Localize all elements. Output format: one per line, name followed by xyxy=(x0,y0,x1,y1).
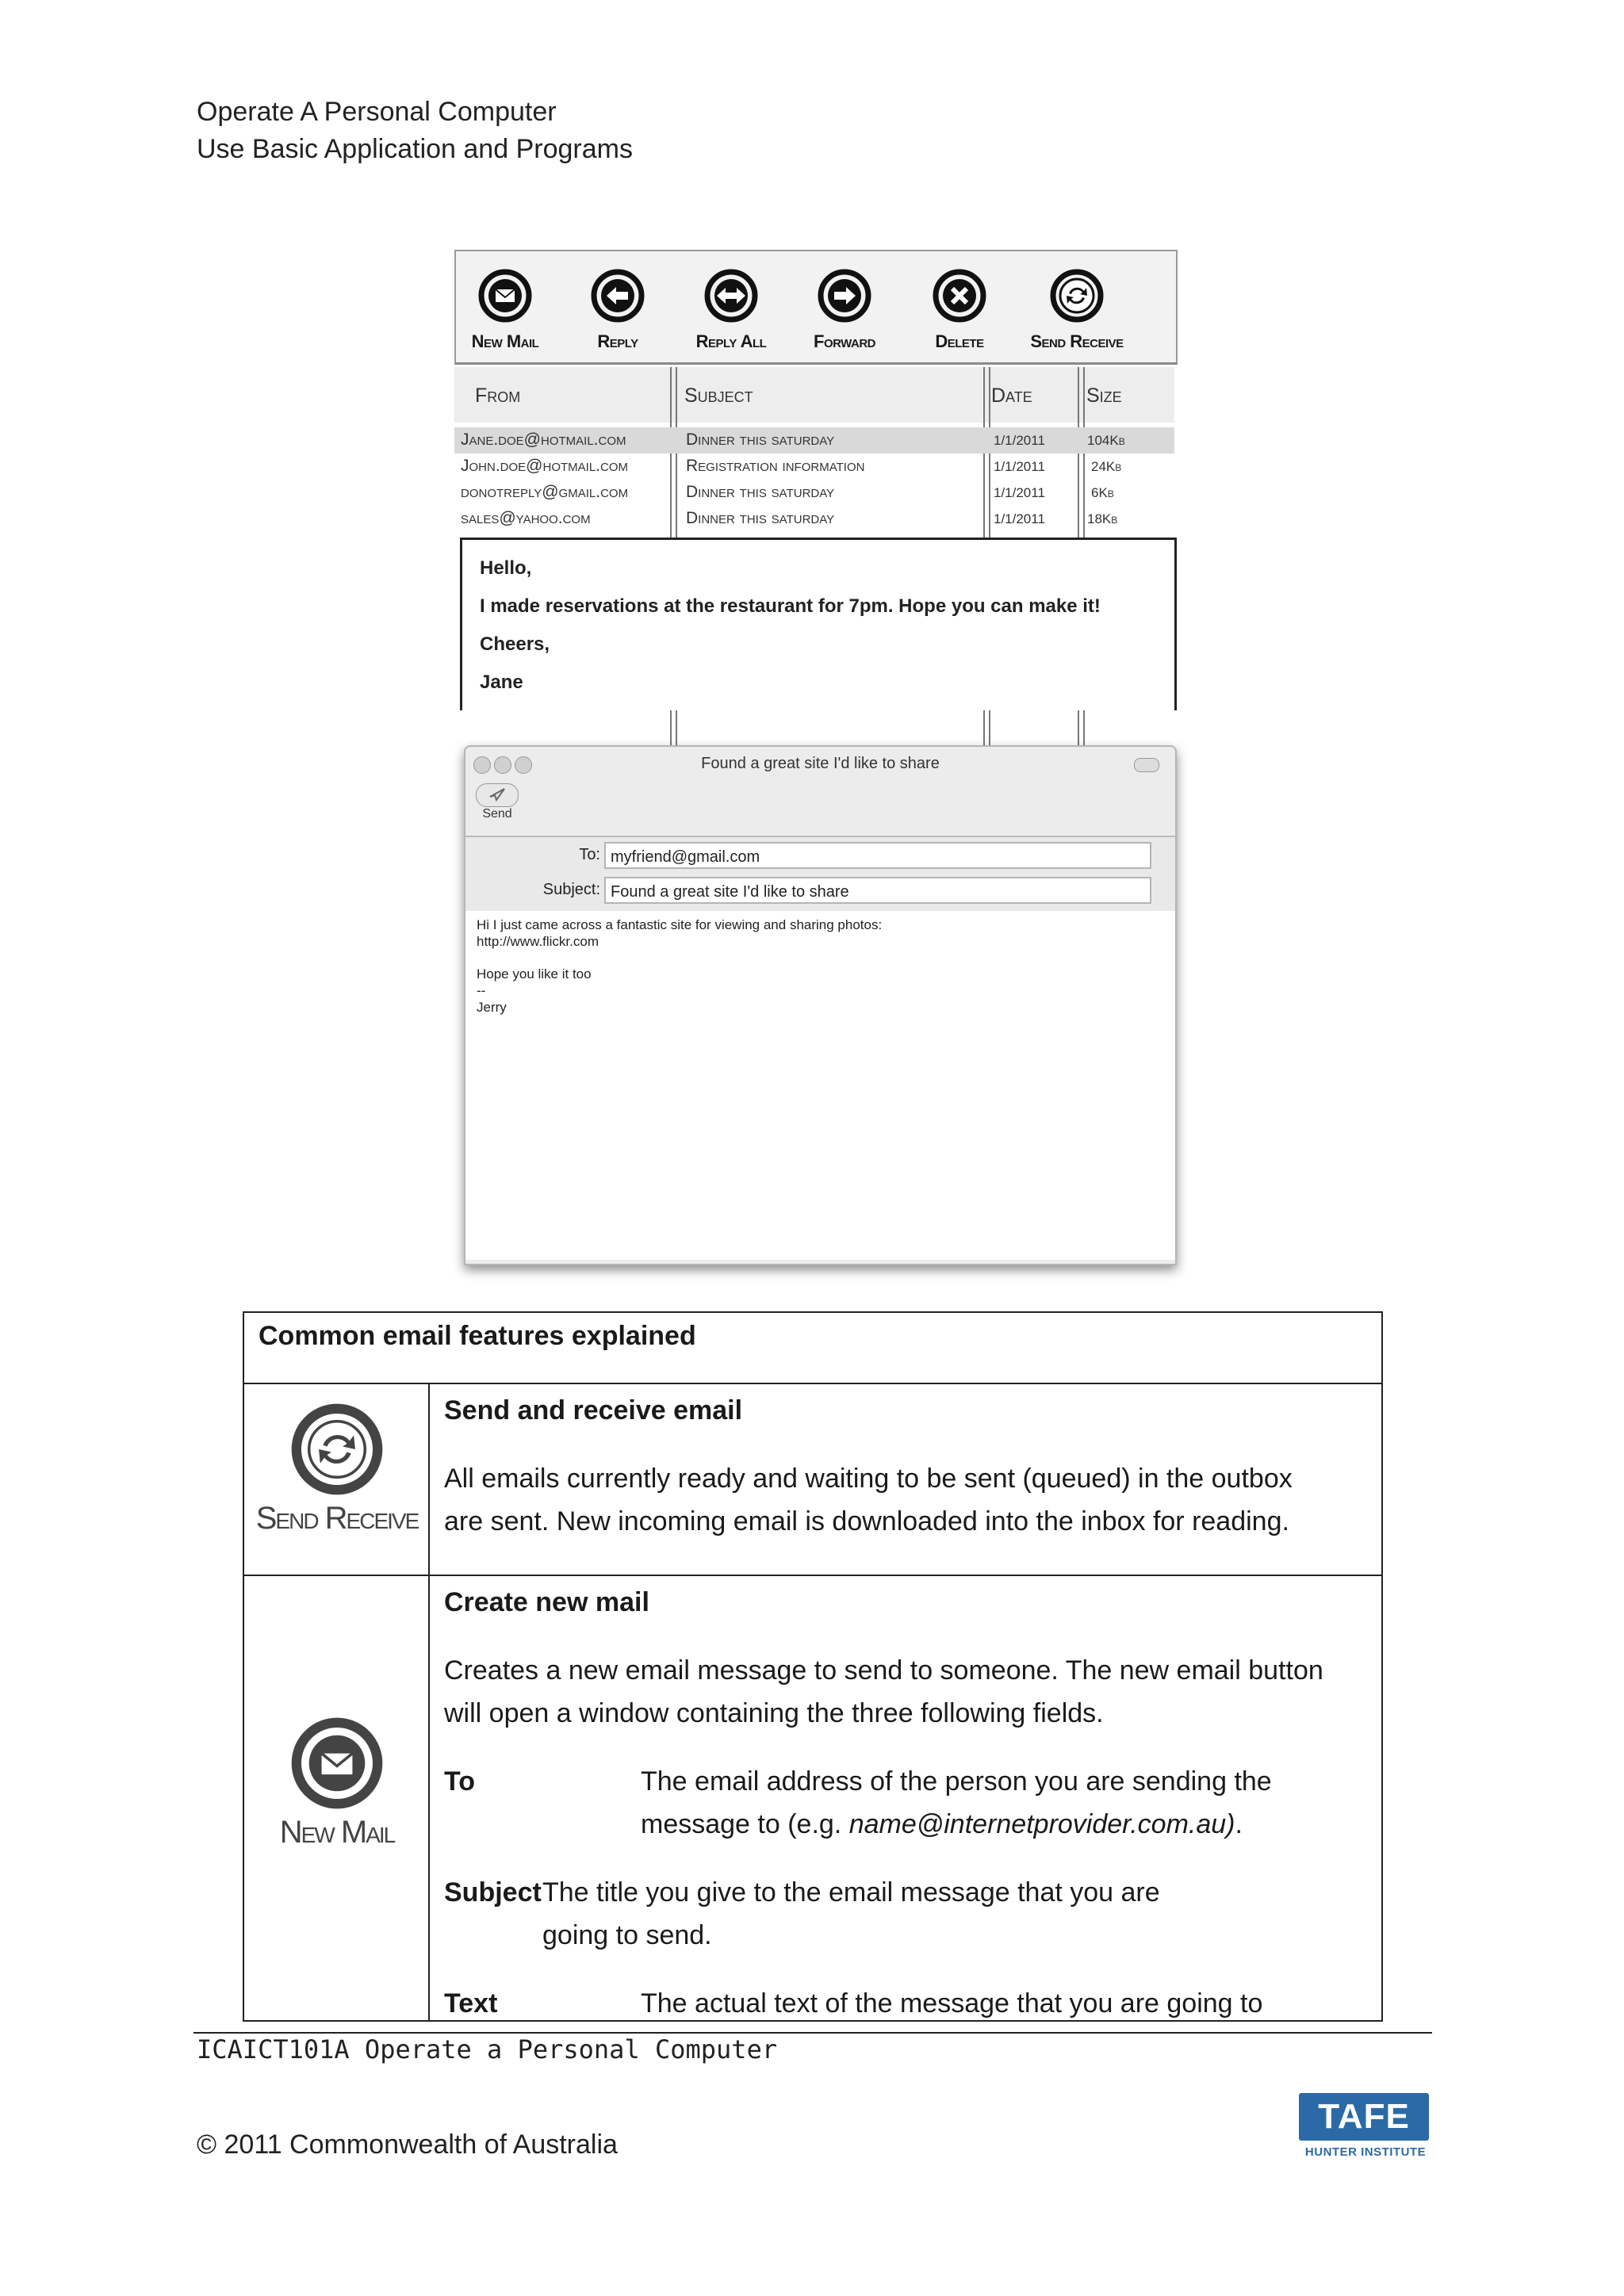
row-date: 1/1/2011 xyxy=(994,511,1045,526)
row-from: donotreply@gmail.com xyxy=(461,483,629,501)
message-row[interactable] xyxy=(454,453,1174,480)
message-list-header xyxy=(454,367,1174,423)
compose-fields xyxy=(465,836,1175,913)
forward-button[interactable] xyxy=(789,269,900,352)
row-size: 104Kb xyxy=(1087,433,1125,448)
text-term: Text xyxy=(444,1988,498,2019)
send-receive-feature-icon xyxy=(254,1402,420,1536)
send-receive-text: are sent. New incoming email is downloaded into the inbox for reading. xyxy=(444,1506,1289,1536)
table-divider xyxy=(428,1383,430,2020)
to-description: The email address of the person you are sending the xyxy=(641,1766,1272,1797)
column-from[interactable]: From xyxy=(475,385,521,407)
logo-sub: HUNTER INSTITUTE xyxy=(1304,2145,1427,2159)
to-description-example xyxy=(641,1803,1243,1846)
send-receive-heading: Send and receive email xyxy=(444,1395,743,1425)
compose-window xyxy=(464,745,1177,1265)
subject-description: going to send. xyxy=(542,1920,712,1950)
message-row[interactable] xyxy=(454,427,1174,453)
body-line: http://www.flickr.com xyxy=(477,934,599,949)
reply-all-button[interactable] xyxy=(676,269,787,352)
header-line-1: Operate A Personal Computer xyxy=(197,97,557,127)
body-line: -- xyxy=(477,983,486,998)
new-mail-feature-icon xyxy=(254,1716,420,1850)
features-table-title: Common email features explained xyxy=(259,1321,696,1351)
row-date: 1/1/2011 xyxy=(994,459,1045,474)
preview-line: Jane xyxy=(480,672,523,693)
send-label: Send xyxy=(482,807,512,821)
row-from: John.doe@hotmail.com xyxy=(461,457,628,475)
column-subject[interactable]: Subject xyxy=(684,385,753,407)
column-size[interactable]: Size xyxy=(1086,385,1122,407)
to-example-suffix: . xyxy=(1235,1809,1243,1839)
preview-line: Hello, xyxy=(480,557,532,579)
new-mail-button[interactable] xyxy=(450,269,561,352)
footer-copyright: © 2011 Commonwealth of Australia xyxy=(197,2130,618,2160)
send-button[interactable] xyxy=(473,783,521,821)
header-line-2: Use Basic Application and Programs xyxy=(197,134,633,164)
arrow-right-icon xyxy=(818,269,871,323)
row-from: Jane.doe@hotmail.com xyxy=(461,430,626,449)
table-divider xyxy=(244,1575,1381,1576)
new-mail-label: New Mail xyxy=(471,331,539,351)
compose-titlebar xyxy=(465,747,1175,782)
delete-label: Delete xyxy=(935,331,984,351)
row-date: 1/1/2011 xyxy=(994,485,1045,500)
mail-icon xyxy=(289,1716,385,1811)
to-label: To: xyxy=(579,846,600,863)
row-from: sales@yahoo.com xyxy=(461,509,591,527)
message-row[interactable] xyxy=(454,480,1174,506)
body-line: Hi I just came across a fantastic site for viewing and sharing photos: xyxy=(477,917,883,932)
to-field[interactable]: myfriend@gmail.com xyxy=(604,842,1151,869)
send-receive-icon xyxy=(1050,269,1104,323)
send-receive-icon xyxy=(289,1402,385,1497)
text-description: The actual text of the message that you are going to xyxy=(641,1988,1263,2019)
reply-button[interactable] xyxy=(562,269,673,352)
send-icon xyxy=(476,783,519,807)
preview-line: I made reservations at the restaurant for 7pm. Hope you can make it! xyxy=(480,595,1101,617)
new-mail-heading: Create new mail xyxy=(444,1587,649,1617)
table-divider xyxy=(244,1383,1381,1384)
row-date: 1/1/2011 xyxy=(994,433,1045,448)
row-subject: Registration information xyxy=(686,457,865,475)
subject-label: Subject: xyxy=(542,881,600,898)
compose-title: Found a great site I'd like to share xyxy=(701,755,940,772)
subject-term: Subject xyxy=(444,1877,542,1908)
email-example: name@internetprovider.com.au) xyxy=(848,1809,1235,1839)
body-line: Hope you like it too xyxy=(477,966,592,982)
row-size: 6Kb xyxy=(1091,485,1114,500)
send-receive-label: Send Receive xyxy=(1030,331,1124,351)
arrow-left-icon xyxy=(591,269,645,323)
column-date[interactable]: Date xyxy=(991,385,1032,407)
footer-divider xyxy=(193,2032,1432,2034)
row-size: 18Kb xyxy=(1087,511,1118,526)
send-receive-button[interactable] xyxy=(1021,269,1132,352)
reply-all-label: Reply All xyxy=(695,331,767,351)
footer-course-code: ICAICT101A Operate a Personal Computer xyxy=(197,2034,778,2064)
row-subject: Dinner this saturday xyxy=(686,430,835,449)
to-term: To xyxy=(444,1766,476,1797)
new-mail-text: Creates a new email message to send to someone. The new email button xyxy=(444,1655,1323,1686)
row-subject: Dinner this saturday xyxy=(686,509,835,527)
body-line: Jerry xyxy=(477,1000,507,1015)
page-header xyxy=(197,94,633,168)
message-body-field[interactable] xyxy=(465,911,1175,1260)
row-subject: Dinner this saturday xyxy=(686,483,835,501)
message-preview-pane xyxy=(460,538,1177,710)
toolbar-toggle-button[interactable] xyxy=(1134,758,1159,772)
message-row[interactable] xyxy=(454,506,1174,532)
new-mail-icon-label: New Mail xyxy=(279,1815,395,1850)
forward-label: Forward xyxy=(814,331,875,351)
new-mail-text: will open a window containing the three following fields. xyxy=(444,1698,1104,1728)
reply-all-icon xyxy=(704,269,758,323)
send-receive-text: All emails currently ready and waiting to be sent (queued) in the outbox xyxy=(444,1464,1293,1494)
features-table xyxy=(243,1311,1383,2022)
mail-icon xyxy=(478,269,532,323)
delete-button[interactable] xyxy=(904,269,1015,352)
subject-field[interactable]: Found a great site I'd like to share xyxy=(604,877,1151,904)
subject-description: The title you give to the email message that you are xyxy=(542,1877,1160,1908)
send-receive-icon-label: Send Receive xyxy=(255,1501,419,1536)
row-size: 24Kb xyxy=(1091,459,1122,474)
to-example-prefix: message to (e.g. xyxy=(641,1809,849,1839)
reply-label: Reply xyxy=(597,331,638,351)
email-toolbar xyxy=(454,250,1178,365)
tafe-logo xyxy=(1299,2093,1432,2159)
logo-main: TAFE xyxy=(1299,2093,1429,2141)
x-icon xyxy=(933,269,986,323)
preview-line: Cheers, xyxy=(480,633,550,655)
